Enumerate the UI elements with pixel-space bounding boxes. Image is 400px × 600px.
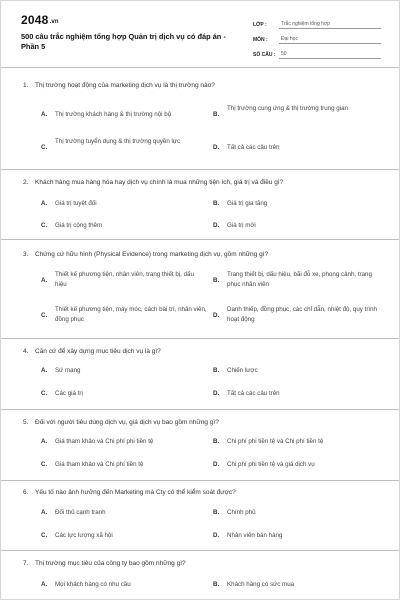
option-text: Chiến lược xyxy=(227,367,258,374)
question-number: 6. xyxy=(23,489,29,496)
option-text: Khách hàng có sức mua xyxy=(227,581,295,588)
option-text: Giá trị tuyệt đối xyxy=(55,200,97,207)
option-letter: B. xyxy=(213,367,220,374)
question-number: 4. xyxy=(23,348,29,355)
option-letter: C. xyxy=(41,532,48,539)
meta-row-count xyxy=(253,44,381,59)
option-text: Giá tham khảo và Chi phí phi tiền tệ xyxy=(55,438,154,445)
option-text: Mọi khách hàng có nhu cầu xyxy=(55,581,131,588)
question-divider xyxy=(1,480,400,481)
question-stem: Thị trường hoạt động của marketing dịch vụ là thị trường nào? xyxy=(35,82,215,89)
question-text xyxy=(23,488,373,497)
option-text: Thị trường cung ứng & thị trường trung gian xyxy=(227,105,348,112)
option-text: Tất cả các câu trên xyxy=(227,144,280,151)
option-letter: B. xyxy=(213,200,220,207)
option-text: Thiết kế phương tiện, máy móc, cách bài trí, nhân viên, đồng phục xyxy=(55,306,207,323)
option-text: Sứ mạng xyxy=(55,367,81,374)
question-divider xyxy=(1,550,400,551)
question-text xyxy=(23,347,373,356)
meta-label-subject: MÔN : xyxy=(253,37,268,43)
option-letter: A. xyxy=(41,509,48,516)
option-letter: C. xyxy=(41,390,48,397)
option-text: Thiết kế phương tiện, nhân viên, trang thiết bị, dấu hiệu xyxy=(55,271,194,288)
document-meta xyxy=(253,14,381,59)
meta-row-subject xyxy=(253,29,381,44)
meta-label-class: LỚP : xyxy=(253,22,267,28)
meta-value-count: 50 xyxy=(279,50,381,59)
question-text xyxy=(23,250,373,259)
question-divider xyxy=(1,239,400,240)
question-text xyxy=(23,559,373,568)
option-text: Chính phủ xyxy=(227,509,256,516)
question-stem: Yếu tố nào ảnh hưởng đến Marketing mà Cty có thể kiểm soát được? xyxy=(35,489,236,496)
option-text: Chi phí phi tiền tệ và Chi phí tiền tệ xyxy=(227,438,324,445)
question-text xyxy=(23,178,373,187)
question-stem: Thị trường mục tiêu của công ty bao gồm những gì? xyxy=(35,560,186,567)
option-letter: B. xyxy=(213,277,220,284)
option-text: Tất cả các câu trên xyxy=(227,390,280,397)
option-letter: D. xyxy=(213,532,220,539)
question-divider xyxy=(1,338,400,339)
option-text: Các giá trị xyxy=(55,390,83,397)
meta-value-class: Trắc nghiệm tổng hợp xyxy=(279,20,381,29)
question-number: 1. xyxy=(23,82,29,89)
document-header xyxy=(1,1,400,65)
site-logo[interactable] xyxy=(21,13,59,27)
meta-value-subject: Đại học xyxy=(279,35,381,44)
option-letter: B. xyxy=(213,581,220,588)
document-title: 500 câu trắc nghiệm tổng hợp Quản trị dịch vụ có đáp án - Phần 5 xyxy=(21,32,226,51)
option-letter: A. xyxy=(41,367,48,374)
question-text xyxy=(23,418,373,427)
question-number: 7. xyxy=(23,560,29,567)
option-letter: B. xyxy=(213,509,220,516)
option-letter: A. xyxy=(41,581,48,588)
question-divider xyxy=(1,169,400,170)
option-letter: D. xyxy=(213,144,220,151)
question-stem: Khách hàng mua hàng hóa hay dịch vụ chính là mua những tiện ích, giá trị và điều gì? xyxy=(35,179,284,186)
option-text: Thị trường khách hàng & thị trường nội bộ xyxy=(55,111,172,118)
option-letter: C. xyxy=(41,312,48,319)
question-text xyxy=(23,81,373,90)
question-number: 3. xyxy=(23,251,29,258)
option-letter: D. xyxy=(213,390,220,397)
question-number: 5. xyxy=(23,419,29,426)
option-text: Đối thủ cạnh tranh xyxy=(55,509,106,516)
option-letter: A. xyxy=(41,200,48,207)
option-letter: C. xyxy=(41,222,48,229)
option-text: Thị trường tuyển dụng & thị trường quyền lực xyxy=(55,138,181,145)
question-number: 2. xyxy=(23,179,29,186)
option-text: Giá trị mới xyxy=(227,222,256,229)
meta-label-count: SỐ CÂU : xyxy=(253,52,276,58)
option-text: Chi phí phi tiền tệ và giá dịch vụ xyxy=(227,461,315,468)
option-text: Nhân viên bán hàng xyxy=(227,532,283,539)
option-text: Giá trị cộng thêm xyxy=(55,222,103,229)
option-letter: C. xyxy=(41,461,48,468)
option-text: Giá trị gia tăng xyxy=(227,200,268,207)
option-letter: D. xyxy=(213,312,220,319)
option-letter: A. xyxy=(41,111,48,118)
option-letter: B. xyxy=(213,111,220,118)
option-text: Danh thiếp, đồng phục, các chỉ dẫn, nhiệt độ, quy trình hoạt động xyxy=(227,306,377,323)
header-divider xyxy=(1,67,400,68)
option-letter: D. xyxy=(213,222,220,229)
option-letter: A. xyxy=(41,438,48,445)
option-letter: A. xyxy=(41,277,48,284)
question-stem: Đối với người tiêu dùng dịch vụ, giá dịch vụ bao gồm những gì? xyxy=(35,419,219,426)
option-letter: B. xyxy=(213,438,220,445)
logo-main: 2048 xyxy=(21,13,49,27)
option-letter: C. xyxy=(41,144,48,151)
option-text: Giá tham khảo và Chi phí tiền tệ xyxy=(55,461,144,468)
question-divider xyxy=(1,409,400,410)
option-letter: D. xyxy=(213,461,220,468)
option-text: Các lực lượng xã hội xyxy=(55,532,113,539)
meta-row-class xyxy=(253,14,381,29)
option-text: Trang thiết bị, dấu hiệu, bãi đỗ xe, phong cảnh, trang phục nhân viên xyxy=(227,271,372,288)
question-stem: Căn cứ để xây dựng mục tiêu dịch vụ là gì? xyxy=(35,348,161,355)
logo-domain: .vn xyxy=(49,19,59,25)
question-stem: Chứng cứ hữu hình (Physical Evidence) trong marketing dịch vụ, gồm những gì? xyxy=(35,251,269,258)
